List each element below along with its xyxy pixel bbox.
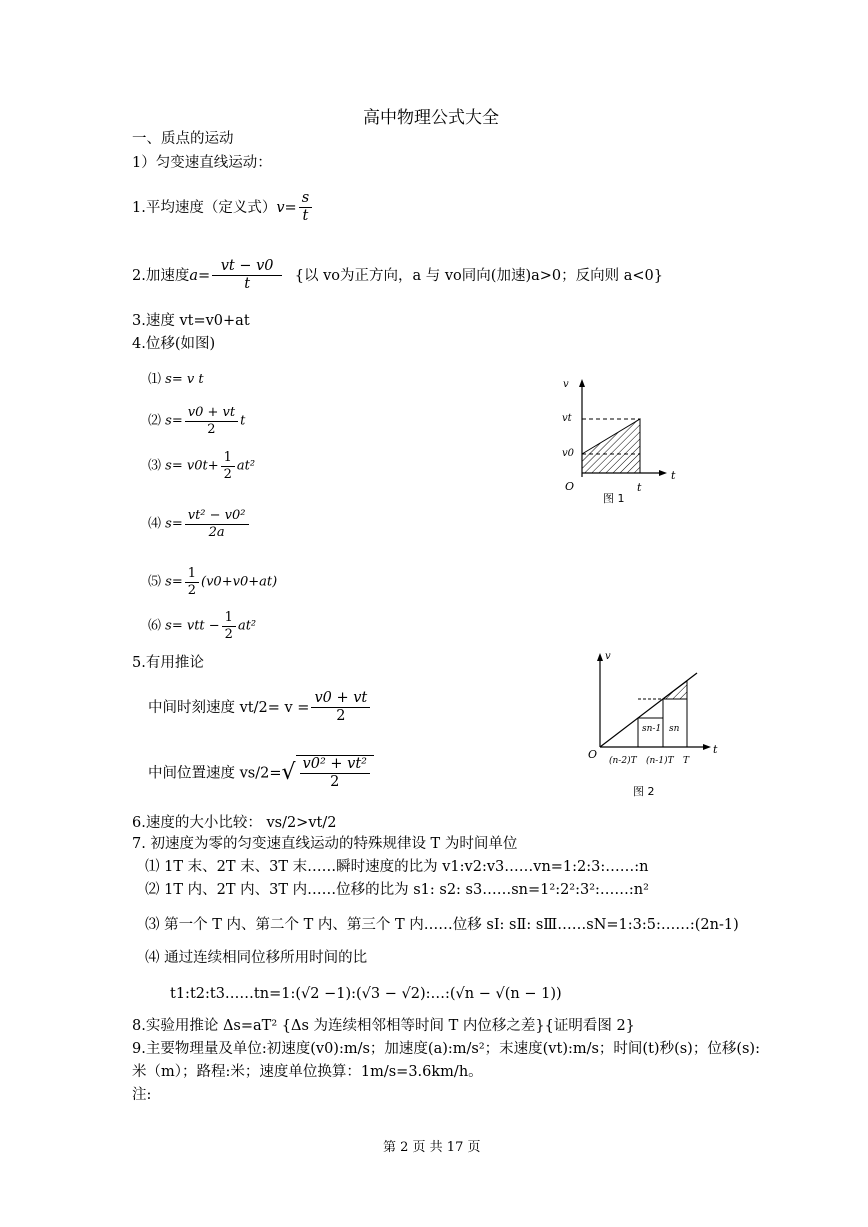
time-ratio: t1:t2:t3……tn=1:(√2 −1):(√3 − √2):…:(√n − √(n − 1)) [170, 986, 562, 1002]
fig2-sn-label: sn [669, 724, 680, 734]
experimental-inference: 8.实验用推论 Δs=aT² {Δs 为连续相邻相等时间 T 内位移之差}{证明看图 2} [132, 1018, 635, 1034]
rule-1: ⑴ 1T 末、2T 末、3T 末……瞬时速度的比为 v1:v2:v3……vn=1:2:3:……:n [145, 859, 649, 875]
disp-formula-2: ⑵ s= $\frac{v0 + vt}{2}$ t [148, 405, 246, 437]
disp-formula-6: ⑹ s= vtt − $\frac{1}{2}$ at² [148, 610, 257, 642]
hatched-delta-area [663, 681, 687, 699]
figure-2 [585, 645, 735, 805]
fig2-tick-2: (n-1)T [646, 756, 674, 766]
fig2-t-label: t [713, 743, 718, 756]
section-heading: 一、质点的运动 [132, 131, 234, 147]
subsection-heading: 1）匀变速直线运动： [132, 155, 272, 171]
units-line-1: 9.主要物理量及单位:初速度(v0):m/s；加速度(a):m/s²；末速度(vt):m/s；时间(t)秒(s)；位移(s): [132, 1041, 760, 1057]
rule-4: ⑷ 通过连续相同位移所用时间的比 [145, 950, 368, 966]
formula-average-velocity: 1.平均速度（定义式）v= $\frac{s}{t}$ [132, 190, 314, 226]
fig1-v0-label: v0 [562, 448, 575, 459]
speed-compare: 6.速度的大小比较： vs/2>vt/2 [132, 815, 337, 831]
special-rules-heading: 7. 初速度为零的匀变速直线运动的特殊规律设 T 为时间单位 [132, 836, 518, 852]
fig2-caption: 图 2 [633, 785, 655, 798]
inference-heading: 5.有用推论 [132, 655, 204, 671]
page-footer: 第 2 页 共 17 页 [383, 1140, 481, 1155]
figure-1 [555, 375, 695, 510]
note-label: 注: [132, 1087, 152, 1103]
rule-2: ⑵ 1T 内、2T 内、3T 内……位移的比为 s1: s2: s3……sn=1²:2²:3²:……:n² [145, 882, 649, 898]
fig1-v-label: v [563, 379, 569, 390]
disp-formula-4: ⑷ s= $\frac{\text{vt² − v0²}}{2a}$ [148, 508, 251, 540]
fig1-origin: O [565, 480, 575, 493]
hatched-area [582, 419, 640, 473]
fig1-t-mark: t [637, 481, 642, 494]
formula-displacement-heading: 4.位移(如图) [132, 336, 216, 352]
fig2-tick-1: (n-2)T [609, 756, 637, 766]
rule-3: ⑶ 第一个 T 内、第二个 T 内、第三个 T 内……位移 sⅠ: sⅡ: sⅢ……sN=1:3:5:……:(2n-1) [145, 917, 739, 933]
disp-formula-5: ⑸ s= $\frac{1}{2}$ (v0+v0+at) [148, 566, 278, 598]
disp-formula-1: ⑴ s= v t [148, 372, 204, 387]
fig2-origin: O [588, 748, 598, 761]
fig2-sn1-label: sn-1 [642, 724, 662, 734]
mid-time-velocity: 中间时刻速度 vt/2= v = $\frac{v0 + vt}{2}$ [148, 690, 372, 726]
fig1-t-axis-label: t [671, 469, 676, 482]
mid-position-velocity: 中间位置速度 vs/2=√ $\frac{\text{v0² + vt²}}{2}$ [148, 755, 374, 792]
fig1-vt-label: vt [562, 413, 572, 424]
page-title: 高中物理公式大全 [363, 108, 499, 128]
fig2-tick-3: T [683, 756, 690, 766]
fig2-v-label: v [605, 651, 611, 662]
fig1-caption: 图 1 [603, 492, 625, 505]
units-line-2: 米（m）；路程:米；速度单位换算：1m/s=3.6km/h。 [132, 1064, 483, 1080]
disp-formula-3: ⑶ s= v0t+ $\frac{1}{2}$ at² [148, 450, 256, 482]
formula-velocity: 3.速度 vt=v0+at [132, 313, 250, 329]
formula-acceleration: 2.加速度a= $\frac{vt - v0}{t}$ {以 vo为正方向，a 与 vo同向(加速)a>0；反向则 a<0} [132, 258, 663, 293]
